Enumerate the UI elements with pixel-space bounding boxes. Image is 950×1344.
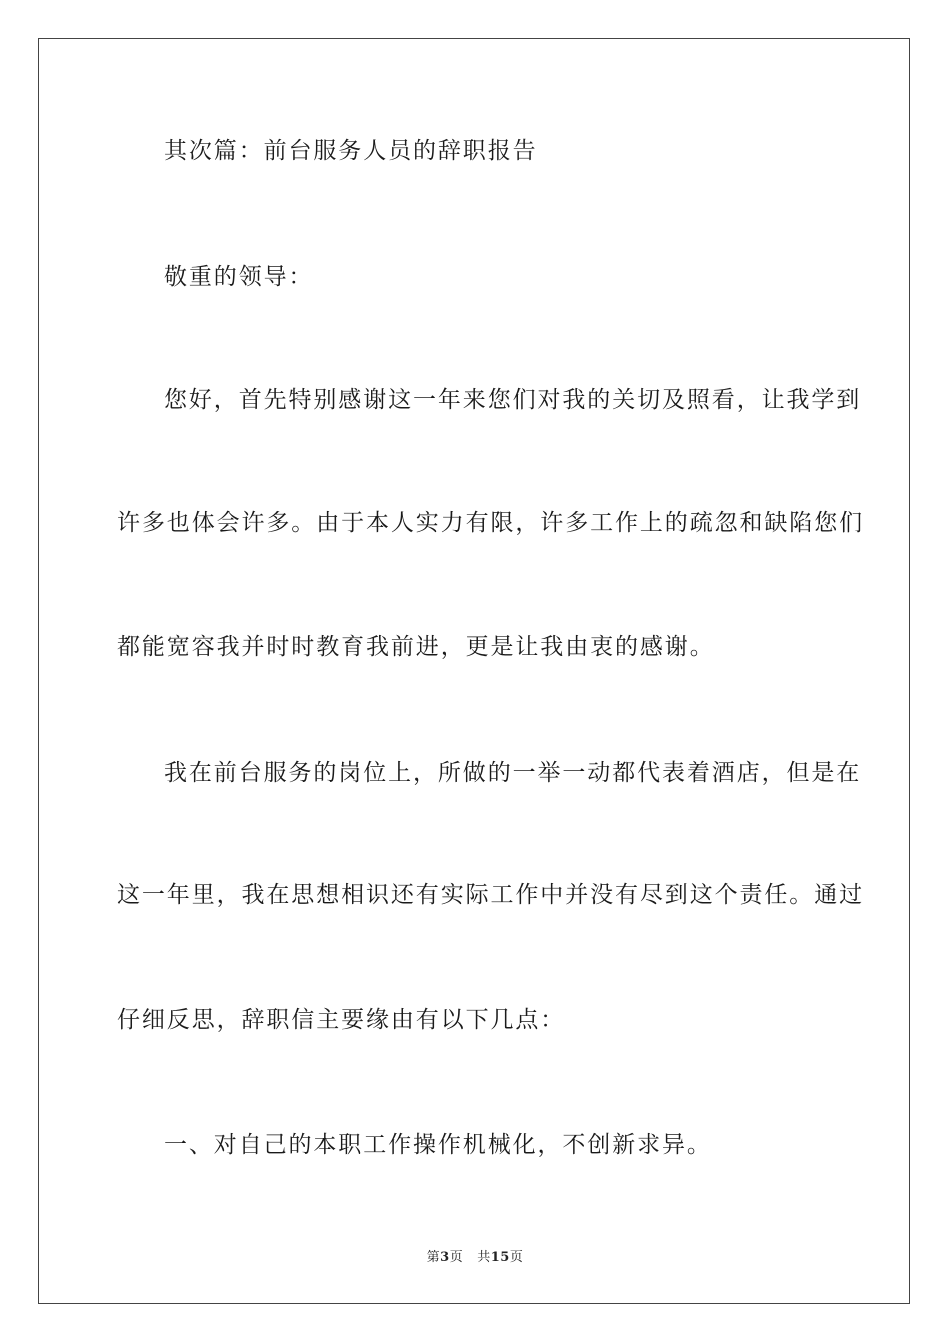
page-border <box>38 38 910 1304</box>
page-footer <box>0 1246 950 1265</box>
paragraph1-line3: 都能宽容我并时时教育我前进，更是让我由衷的感谢。 <box>117 634 715 660</box>
page-current: 3 <box>440 1250 450 1265</box>
total-suffix: 页 <box>509 1250 524 1265</box>
page-prefix: 第 <box>426 1250 441 1265</box>
page-suffix: 页 <box>449 1250 464 1265</box>
salutation: 敬重的领导： <box>164 264 314 290</box>
paragraph2-line2: 这一年里，我在思想相识还有实际工作中并没有尽到这个责任。通过 <box>117 882 864 908</box>
paragraph1-line1: 您好，首先特别感谢这一年来您们对我的关切及照看，让我学到 <box>164 387 862 413</box>
total-prefix: 共 <box>477 1250 491 1265</box>
paragraph2-line3: 仔细反思，辞职信主要缘由有以下几点： <box>117 1007 566 1033</box>
paragraph2-line1: 我在前台服务的岗位上，所做的一举一动都代表着酒店，但是在 <box>164 760 862 786</box>
document-heading: 其次篇：前台服务人员的辞职报告 <box>164 138 538 164</box>
point-1: 一、对自己的本职工作操作机械化，不创新求异。 <box>164 1132 712 1158</box>
paragraph1-line2: 许多也体会许多。由于本人实力有限，许多工作上的疏忽和缺陷您们 <box>117 510 864 536</box>
page-total: 15 <box>490 1250 510 1265</box>
